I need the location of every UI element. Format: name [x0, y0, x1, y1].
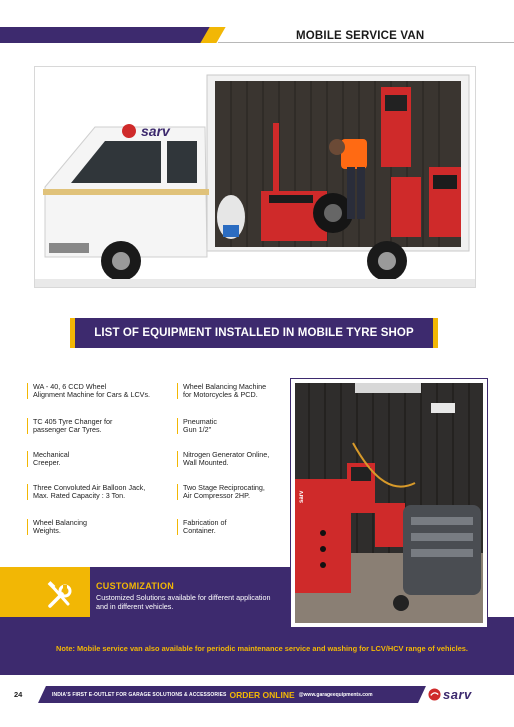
header-purple-bar	[0, 27, 212, 43]
equipment-item-line: Max. Rated Capacity : 3 Ton.	[33, 491, 126, 501]
installed-equipment-photo	[290, 378, 488, 628]
page-number: 24	[14, 690, 23, 699]
equipment-item-line: Pneumatic	[183, 417, 217, 426]
brand-mark-icon	[428, 688, 441, 701]
equipment-item-line: WA - 40, 6 CCD Wheel	[33, 382, 107, 391]
van-brand-logo: sarv	[141, 123, 170, 139]
equipment-item	[27, 418, 187, 434]
footer-strip	[52, 689, 418, 701]
equipment-banner-title: LIST OF EQUIPMENT INSTALLED IN MOBILE TYRE SHOP	[94, 327, 414, 339]
website-link[interactable]: @www.garageequipments.com	[298, 692, 373, 698]
machine-brand-label: sarv	[299, 490, 305, 503]
equipment-item-line: Fabrication of	[183, 518, 227, 527]
tools-icon	[44, 580, 76, 612]
brand-wordmark: sarv	[443, 687, 472, 702]
equipment-item	[177, 484, 287, 500]
equipment-item	[27, 451, 187, 467]
footer-tagline: INDIA'S FIRST E-OUTLET FOR GARAGE SOLUTIONS & ACCESSORIES	[52, 692, 227, 698]
customization-title: CUSTOMIZATION	[96, 581, 175, 591]
footnote: Note: Mobile service van also available for periodic maintenance service and washing for LCV/HCV range of vehicles.	[56, 644, 468, 653]
band-left-edge	[0, 617, 14, 675]
equipment-item-line: Weights.	[33, 526, 61, 536]
van-illustration	[35, 67, 475, 287]
order-online-label: ORDER ONLINE	[229, 690, 295, 700]
equipment-item-line: Three Convoluted Air Balloon Jack,	[33, 483, 146, 492]
equipment-item-line: TC 405 Tyre Changer for	[33, 417, 113, 426]
equipment-item	[27, 484, 187, 500]
equipment-item	[177, 451, 287, 467]
equipment-item-line: Wall Mounted.	[183, 458, 229, 468]
equipment-interior-illustration	[295, 383, 483, 623]
equipment-item-line: Mechanical	[33, 450, 70, 459]
equipment-item-line: Two Stage Reciprocating,	[183, 483, 265, 492]
equipment-item-line: Gun 1/2"	[183, 425, 212, 435]
customization-text: Customized Solutions available for different application and in different vehicles.	[96, 593, 271, 611]
page-title: MOBILE SERVICE VAN	[296, 30, 425, 42]
header-rule	[218, 42, 514, 43]
equipment-item	[177, 383, 287, 399]
equipment-item-line: Creeper.	[33, 458, 61, 468]
equipment-item-line: Air Compressor 2HP.	[183, 491, 250, 501]
equipment-item	[177, 418, 287, 434]
equipment-item-line: Wheel Balancing Machine	[183, 382, 267, 391]
equipment-item	[27, 519, 187, 535]
equipment-item-line: passenger Car Tyres.	[33, 425, 102, 435]
equipment-item-line: for Motorcycles & PCD.	[183, 390, 258, 400]
van-photo	[34, 66, 476, 288]
equipment-item-line: Wheel Balancing	[33, 518, 87, 527]
brand-logo	[428, 687, 472, 702]
equipment-item-line: Container.	[183, 526, 216, 536]
equipment-item-line: Nitrogen Generator Online,	[183, 450, 270, 459]
equipment-banner	[75, 318, 433, 348]
equipment-item	[27, 383, 187, 399]
equipment-item-line: Alignment Machine for Cars & LCVs.	[33, 390, 151, 400]
equipment-item	[177, 519, 287, 535]
